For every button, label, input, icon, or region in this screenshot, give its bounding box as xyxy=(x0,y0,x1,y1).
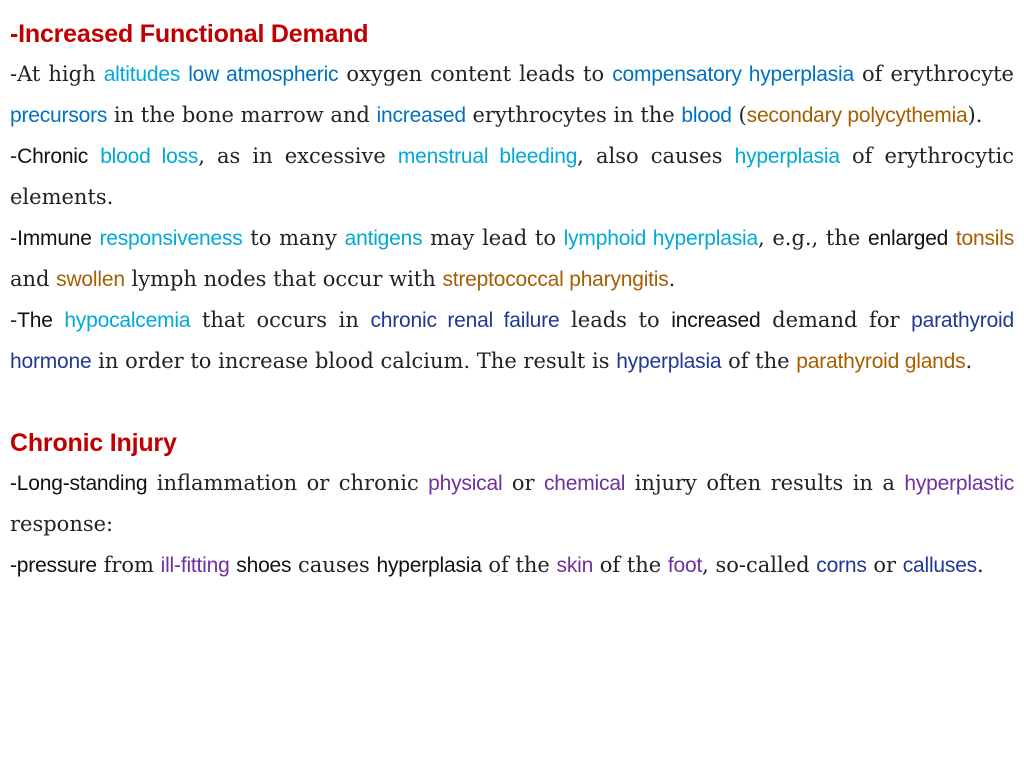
highlighted-term: hyperplasia xyxy=(734,145,840,168)
highlighted-term: blood loss xyxy=(100,145,199,168)
highlighted-term: The xyxy=(17,309,53,332)
paragraph-hypocalcemia xyxy=(10,300,1014,382)
text-run: of the xyxy=(721,349,797,373)
highlighted-term: menstrual bleeding xyxy=(397,145,578,168)
highlighted-term: blood xyxy=(681,104,732,127)
text-run: - xyxy=(10,308,18,332)
paragraph-pressure xyxy=(10,545,1014,586)
text-run: to many xyxy=(242,226,345,250)
text-run: - xyxy=(10,226,18,250)
highlighted-term: low atmospheric xyxy=(188,63,339,86)
highlighted-term: -Long-standing xyxy=(10,472,148,495)
highlighted-term: swollen xyxy=(56,268,125,291)
highlighted-term: corns xyxy=(816,554,867,577)
section-heading: Chronic Injury xyxy=(10,429,177,457)
text-run xyxy=(53,308,65,332)
text-run: and xyxy=(10,267,57,291)
text-run: causes xyxy=(291,553,377,577)
text-run: of the xyxy=(481,553,557,577)
text-run: ). xyxy=(967,103,983,127)
highlighted-term: chemical xyxy=(544,472,626,495)
highlighted-term: calluses xyxy=(902,554,977,577)
text-run: erythrocytes in the xyxy=(465,103,682,127)
text-run: of erythrocytic elements. xyxy=(10,144,1014,209)
text-run: of erythrocyte xyxy=(853,62,1014,86)
highlighted-term: foot xyxy=(667,554,703,577)
highlighted-term: ill-fitting xyxy=(160,554,230,577)
text-run xyxy=(180,62,188,86)
text-run: in the bone marrow and xyxy=(107,103,377,127)
highlighted-term: chronic renal failure xyxy=(370,309,560,332)
text-run: that occurs in xyxy=(190,308,371,332)
text-run: , as in excessive xyxy=(198,144,398,168)
paragraph-long-standing xyxy=(10,463,1014,545)
text-run: injury often results in a xyxy=(625,471,905,495)
text-run: -At high xyxy=(10,62,104,86)
highlighted-term: altitudes xyxy=(103,63,181,86)
highlighted-term: Chronic xyxy=(17,145,89,168)
section-gap xyxy=(10,382,1014,423)
section-heading: -Increased Functional Demand xyxy=(10,20,369,48)
text-run: from xyxy=(96,553,161,577)
highlighted-term: antigens xyxy=(344,227,423,250)
text-run xyxy=(88,144,100,168)
paragraph-immune xyxy=(10,218,1014,300)
highlighted-term: lymphoid hyperplasia xyxy=(563,227,758,250)
paragraph-altitude xyxy=(10,54,1014,136)
text-run: , also causes xyxy=(577,144,735,168)
highlighted-term: increased xyxy=(376,104,466,127)
text-run: . xyxy=(668,267,676,291)
section-increased-functional-demand xyxy=(10,14,1014,382)
highlighted-term: parathyroid glands xyxy=(796,350,966,373)
text-run: in order to increase blood calcium. The result is xyxy=(91,349,617,373)
highlighted-term: skin xyxy=(556,554,594,577)
highlighted-term: enlarged xyxy=(868,227,949,250)
text-run: or xyxy=(866,553,903,577)
text-run: response: xyxy=(10,512,114,536)
highlighted-term: increased xyxy=(671,309,761,332)
highlighted-term: parathyroid hormone xyxy=(10,309,1014,373)
highlighted-term: responsiveness xyxy=(99,227,243,250)
text-run: . xyxy=(965,349,973,373)
text-run: of the xyxy=(593,553,668,577)
text-run: - xyxy=(10,144,18,168)
text-run: , so-called xyxy=(702,553,817,577)
highlighted-term: secondary polycythemia xyxy=(746,104,968,127)
highlighted-term: -pressure xyxy=(10,554,97,577)
highlighted-term: physical xyxy=(428,472,503,495)
highlighted-term: compensatory hyperplasia xyxy=(612,63,854,86)
slide-content xyxy=(10,14,1014,586)
highlighted-term: tonsils xyxy=(955,227,1014,250)
text-run: demand for xyxy=(760,308,912,332)
highlighted-term: hyperplasia xyxy=(376,554,482,577)
text-run: ( xyxy=(731,103,747,127)
highlighted-term: streptococcal pharyngitis xyxy=(442,268,669,291)
text-run: or xyxy=(502,471,544,495)
text-run: , e.g., the xyxy=(757,226,869,250)
text-run: leads to xyxy=(559,308,672,332)
highlighted-term: shoes xyxy=(236,554,292,577)
section-chronic-injury xyxy=(10,423,1014,586)
text-run xyxy=(948,226,956,250)
text-run: inflammation or chronic xyxy=(147,471,429,495)
text-run: lymph nodes that occur with xyxy=(124,267,443,291)
highlighted-term: hypocalcemia xyxy=(64,309,191,332)
highlighted-term: precursors xyxy=(10,104,108,127)
highlighted-term: hyperplasia xyxy=(616,350,722,373)
highlighted-term: hyperplastic xyxy=(904,472,1014,495)
text-run: may lead to xyxy=(422,226,564,250)
text-run: . xyxy=(976,553,984,577)
paragraph-blood-loss xyxy=(10,136,1014,218)
text-run: oxygen content leads to xyxy=(338,62,613,86)
highlighted-term: Immune xyxy=(17,227,92,250)
